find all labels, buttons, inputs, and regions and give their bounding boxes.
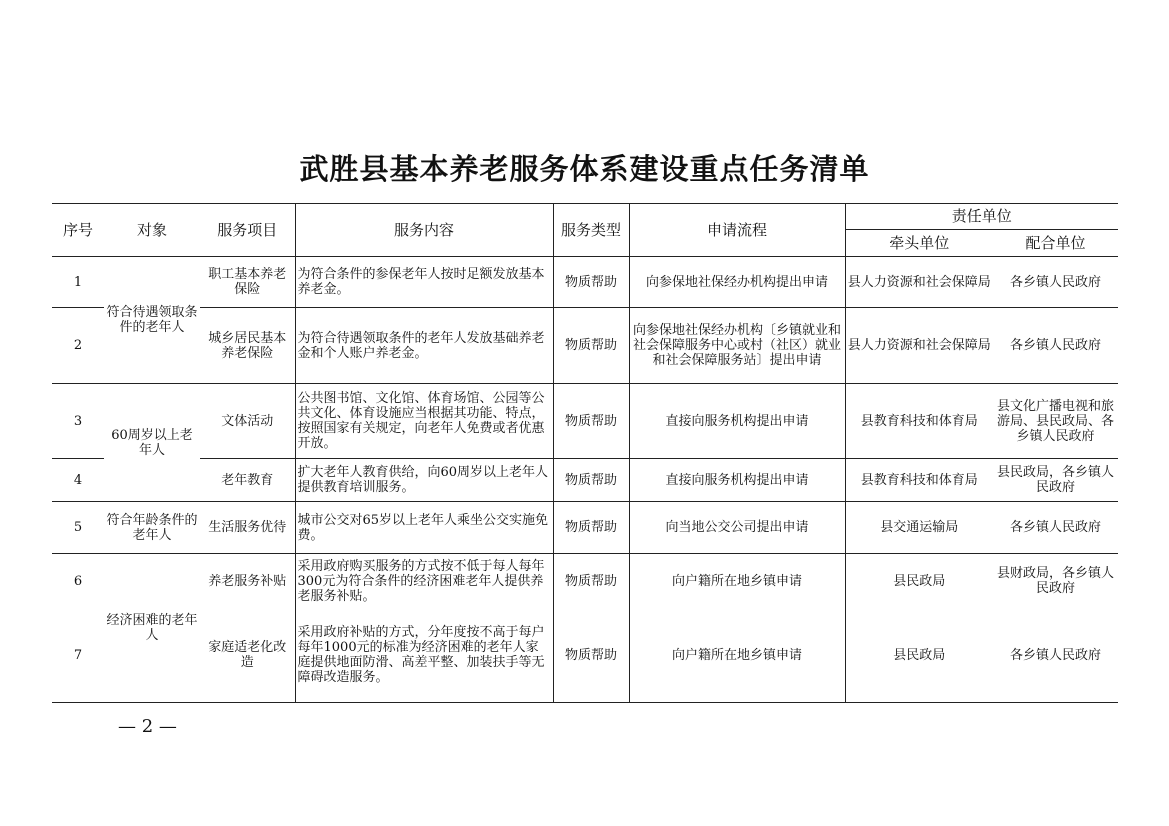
header-type: 服务类型 <box>553 204 629 257</box>
row-partner: 各乡镇人民政府 <box>993 502 1118 554</box>
row-partner: 县文化广播电视和旅游局、县民政局、各乡镇人民政府 <box>993 384 1118 459</box>
row-process: 向户籍所在地乡镇申请 <box>629 609 845 703</box>
row-content: 采用政府补贴的方式，分年度按不高于每户每年1000元的标准为经济困难的老年人家庭提供地面防滑、高差平整、加装扶手等无障碍改造服务。 <box>295 609 553 703</box>
header-content: 服务内容 <box>295 204 553 257</box>
row-type: 物质帮助 <box>553 308 629 384</box>
row-process: 直接向服务机构提出申请 <box>629 459 845 502</box>
row-item: 养老服务补贴 <box>200 554 295 609</box>
row-type: 物质帮助 <box>553 459 629 502</box>
row-seq: 6 <box>73 573 83 589</box>
row-item: 家庭适老化改造 <box>200 609 295 703</box>
row-content: 扩大老年人教育供给，向60周岁以上老年人提供教育培训服务。 <box>295 459 553 502</box>
row-type: 物质帮助 <box>553 502 629 554</box>
row-seq: 7 <box>52 609 104 703</box>
header-target: 对象 <box>104 204 200 257</box>
row-target: 经济困难的老年人 <box>104 554 200 703</box>
table-row <box>52 459 1118 502</box>
header-responsible: 责任单位 <box>845 204 1118 230</box>
row-type: 物质帮助 <box>553 609 629 703</box>
row-item: 城乡居民基本养老保险 <box>200 308 295 384</box>
row-seq: 3 <box>52 384 104 459</box>
row-lead: 县教育科技和体育局 <box>845 384 993 459</box>
header-partner: 配合单位 <box>993 230 1118 257</box>
row-process: 向参保地社保经办机构提出申请 <box>629 257 845 308</box>
row-item: 职工基本养老保险 <box>200 257 295 308</box>
row-process: 向户籍所在地乡镇申请 <box>629 554 845 609</box>
row-lead: 县交通运输局 <box>845 502 993 554</box>
row-lead: 县人力资源和社会保障局 <box>845 308 993 384</box>
row-partner: 各乡镇人民政府 <box>993 308 1118 384</box>
row-type: 物质帮助 <box>553 554 629 609</box>
row-partner: 县民政局，各乡镇人民政府 <box>993 459 1118 502</box>
row-content: 为符合待遇领取条件的老年人发放基础养老金和个人账户养老金。 <box>295 308 553 384</box>
table-row <box>52 502 1118 554</box>
row-process: 向当地公交公司提出申请 <box>629 502 845 554</box>
row-item: 老年教育 <box>200 459 295 502</box>
table-row <box>52 308 1118 384</box>
header-item: 服务项目 <box>200 204 295 257</box>
header-seq: 序号 <box>52 204 104 257</box>
row-target: 符合待遇领取条件的老年人 <box>104 257 200 384</box>
row-seq: 4 <box>52 459 104 502</box>
page-number: — 2 — <box>118 716 177 737</box>
page-title: 武胜县基本养老服务体系建设重点任务清单 <box>299 152 870 186</box>
table-row <box>52 257 1118 308</box>
row-target: 60周岁以上老年人 <box>104 384 200 502</box>
row-seq: 1 <box>52 257 104 308</box>
header-process: 申请流程 <box>629 204 845 257</box>
row-content: 采用政府购买服务的方式按不低于每人每年300元为符合条件的经济困难老年人提供养老服务补贴。 <box>295 554 553 609</box>
row-type: 物质帮助 <box>553 384 629 459</box>
table-row <box>52 384 1118 459</box>
row-process: 直接向服务机构提出申请 <box>629 384 845 459</box>
row-partner: 各乡镇人民政府 <box>993 257 1118 308</box>
row-lead: 县民政局 <box>893 573 946 589</box>
header-row <box>52 204 1118 230</box>
row-content: 城市公交对65岁以上老年人乘坐公交实施免费。 <box>295 502 553 554</box>
row-lead: 县教育科技和体育局 <box>845 459 993 502</box>
row-process: 向参保地社保经办机构〔乡镇就业和社会保障服务中心或村（社区）就业和社会保障服务站〕提出申请 <box>629 308 845 384</box>
row-content: 公共图书馆、文化馆、体育场馆、公园等公共文化、体育设施应当根据其功能、特点，按照国家有关规定，向老年人免费或者优惠开放。 <box>295 384 553 459</box>
row-item: 生活服务优待 <box>200 502 295 554</box>
row-partner: 各乡镇人民政府 <box>993 609 1118 703</box>
row-partner: 县财政局，各乡镇人民政府 <box>997 566 1115 597</box>
row-seq: 5 <box>52 502 104 554</box>
row-lead: 县人力资源和社会保障局 <box>845 257 993 308</box>
table-row <box>52 609 1118 703</box>
row-seq: 2 <box>52 308 104 384</box>
row-type: 物质帮助 <box>553 257 629 308</box>
row-lead: 县民政局 <box>845 609 993 703</box>
table-row <box>52 554 1118 609</box>
row-item: 文体活动 <box>200 384 295 459</box>
header-lead: 牵头单位 <box>845 230 993 257</box>
row-content: 为符合条件的参保老年人按时足额发放基本养老金。 <box>295 257 553 308</box>
row-target: 符合年龄条件的老年人 <box>104 502 200 554</box>
task-table <box>52 203 1118 703</box>
